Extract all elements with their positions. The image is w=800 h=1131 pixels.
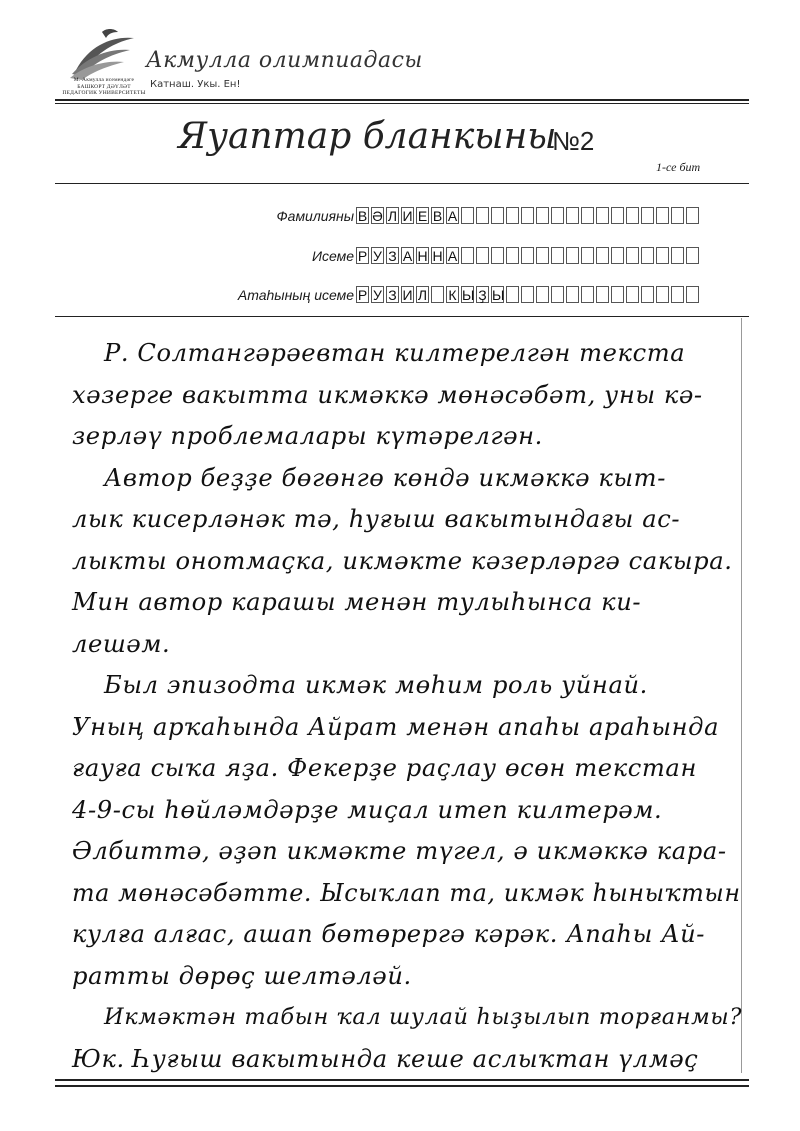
fields-divider <box>55 316 749 317</box>
university-name <box>58 77 150 97</box>
letter-cell[interactable] <box>686 286 699 303</box>
letter-cell[interactable] <box>596 207 609 224</box>
letter-cell[interactable] <box>641 247 654 264</box>
letter-cell[interactable]: Л <box>417 287 428 303</box>
letter-cell[interactable]: Ы <box>492 287 505 303</box>
letter-cell[interactable] <box>506 247 519 264</box>
letter-cell[interactable] <box>656 286 669 303</box>
university-name-line: ПЕДАГОГИК УНИВЕРСИТЕТЫ <box>62 90 146 96</box>
letter-cell[interactable] <box>491 247 504 264</box>
letter-cell[interactable] <box>656 247 669 264</box>
essay-line: зерләү проблемалары күтәрелгән. <box>72 422 543 450</box>
university-name-line: БАШКОРТ ДӘҮЛӘТ <box>77 83 131 90</box>
title-divider <box>55 183 749 184</box>
essay-line: ратты дөрөҫ шелтәләй. <box>72 961 412 990</box>
essay-line: хәзерге вакытта икмәккә мөнәсәбәт, уны кә- <box>72 380 703 409</box>
letter-cell[interactable]: В <box>432 208 443 224</box>
letter-cell[interactable]: З <box>386 247 399 264</box>
letter-cell[interactable] <box>671 286 684 303</box>
essay-line: кулға алғас, ашап бөтөрергә кәрәк. Апаһы Ай- <box>72 920 706 948</box>
essay-line: лык кисерләнәк тә, һуғыш вакытындағы ас- <box>72 505 681 533</box>
header-divider <box>55 103 749 104</box>
letter-cell[interactable] <box>461 207 474 224</box>
letter-cell[interactable] <box>536 247 549 264</box>
page-label: 1-се бит <box>656 160 701 174</box>
letter-cell[interactable] <box>626 247 639 264</box>
letter-cell[interactable] <box>641 286 654 303</box>
essay-line: Был эпизодта икмәк мөһим роль уйнай. <box>104 671 648 699</box>
letter-cell[interactable] <box>506 207 519 224</box>
letter-cell[interactable] <box>551 247 564 264</box>
letter-cell[interactable] <box>521 207 534 224</box>
letter-cell[interactable]: Е <box>417 208 428 224</box>
letter-cell[interactable]: Л <box>387 208 398 224</box>
letter-cell[interactable] <box>536 286 549 303</box>
olympiad-motto: Катнаш. Укы. Ен! <box>150 79 241 90</box>
letter-cell[interactable]: У <box>371 286 384 303</box>
letter-cell[interactable] <box>581 247 594 264</box>
letter-cell[interactable]: У <box>371 247 384 264</box>
essay-line: 4-9-сы һөйләмдәрҙе миҫал итеп килтерәм. <box>72 795 663 824</box>
olympiad-title: Акмулла олимпиадасы <box>146 48 423 73</box>
letter-cell[interactable]: Ы <box>462 287 475 303</box>
letter-cell[interactable]: Р <box>357 287 368 303</box>
letter-cell[interactable]: З <box>386 286 399 303</box>
essay-line: Автор беҙҙе бөгөнгө көндә икмәккә кыт- <box>104 463 666 492</box>
letter-cell[interactable] <box>581 286 594 303</box>
letter-cell[interactable] <box>611 247 624 264</box>
letter-cell[interactable] <box>521 247 534 264</box>
first-name-field[interactable] <box>356 247 699 264</box>
letter-cell[interactable] <box>626 207 639 224</box>
letter-cell[interactable] <box>431 286 444 303</box>
letter-cell[interactable] <box>611 286 624 303</box>
form-title: Яуаптар бланкыны <box>178 116 557 157</box>
university-name-line: М. Акмулла исемендәге <box>73 77 135 83</box>
form-number: №2 <box>552 126 595 156</box>
essay-line: ғауға сыҡа яҙа. Фекерҙе раҫлау өсөн текстан <box>72 754 697 782</box>
letter-cell[interactable]: Ә <box>372 208 383 224</box>
letter-cell[interactable] <box>671 207 684 224</box>
letter-cell[interactable]: А <box>447 248 458 264</box>
essay-text <box>72 333 762 1080</box>
letter-cell[interactable] <box>641 207 654 224</box>
letter-cell[interactable] <box>476 207 489 224</box>
letter-cell[interactable] <box>626 286 639 303</box>
letter-cell[interactable]: Н <box>432 248 443 264</box>
essay-line: лешәм. <box>72 629 171 658</box>
footer-divider <box>55 1085 749 1087</box>
letter-cell[interactable] <box>476 247 489 264</box>
letter-cell[interactable] <box>686 207 699 224</box>
surname-label: Фамилияны <box>276 208 354 224</box>
letter-cell[interactable] <box>686 247 699 264</box>
letter-cell[interactable] <box>656 207 669 224</box>
letter-cell[interactable] <box>671 247 684 264</box>
letter-cell[interactable] <box>521 286 534 303</box>
footer-divider <box>55 1079 749 1081</box>
letter-cell[interactable] <box>596 247 609 264</box>
letter-cell[interactable] <box>461 247 474 264</box>
essay-line: Икмәктән табын ҡал шулай һыҙылып торғанмы? <box>104 1004 742 1030</box>
letter-cell[interactable]: Н <box>417 248 428 264</box>
letter-cell[interactable] <box>566 286 579 303</box>
essay-line: Р. Солтангәрәевтан килтерелгән текста <box>104 339 686 367</box>
letter-cell[interactable] <box>596 286 609 303</box>
letter-cell[interactable]: Р <box>357 248 368 264</box>
letter-cell[interactable]: И <box>402 208 413 224</box>
letter-cell[interactable]: К <box>446 286 459 303</box>
letter-cell[interactable] <box>581 207 594 224</box>
header-divider <box>55 99 749 101</box>
letter-cell[interactable] <box>551 286 564 303</box>
letter-cell[interactable]: Ҙ <box>476 286 489 303</box>
letter-cell[interactable] <box>506 286 519 303</box>
letter-cell[interactable] <box>551 207 564 224</box>
letter-cell[interactable] <box>566 207 579 224</box>
essay-line: Мин автор карашы менән тулыһынса ки- <box>72 588 642 616</box>
letter-cell[interactable]: А <box>402 248 413 264</box>
letter-cell[interactable]: И <box>402 287 413 303</box>
letter-cell[interactable] <box>611 207 624 224</box>
letter-cell[interactable]: В <box>357 208 368 224</box>
letter-cell[interactable] <box>536 207 549 224</box>
essay-line: та мөнәсәбәтте. Ысыҡлап та, икмәк һыныҡтын <box>72 878 741 907</box>
essay-line: Юк. Һуғыш вакытында кеше аслыҡтан үлмәҫ <box>72 1044 699 1073</box>
essay-line: Уның арҡаһында Айрат менән апаһы араһында <box>72 712 720 741</box>
letter-cell[interactable] <box>566 247 579 264</box>
university-logo <box>62 26 142 84</box>
letter-cell[interactable]: А <box>447 208 458 224</box>
essay-line: лыкты онотмаҫка, икмәкте кәзерләргә сакыра. <box>72 546 733 575</box>
patronymic-label: Атаһының исеме <box>237 287 354 303</box>
surname-field[interactable] <box>356 207 699 224</box>
first-name-label: Исеме <box>311 248 354 264</box>
patronymic-field[interactable] <box>356 286 699 303</box>
essay-line: Әлбиттә, әҙәп икмәкте түгел, ә икмәккә кара- <box>72 837 727 865</box>
letter-cell[interactable] <box>491 207 504 224</box>
